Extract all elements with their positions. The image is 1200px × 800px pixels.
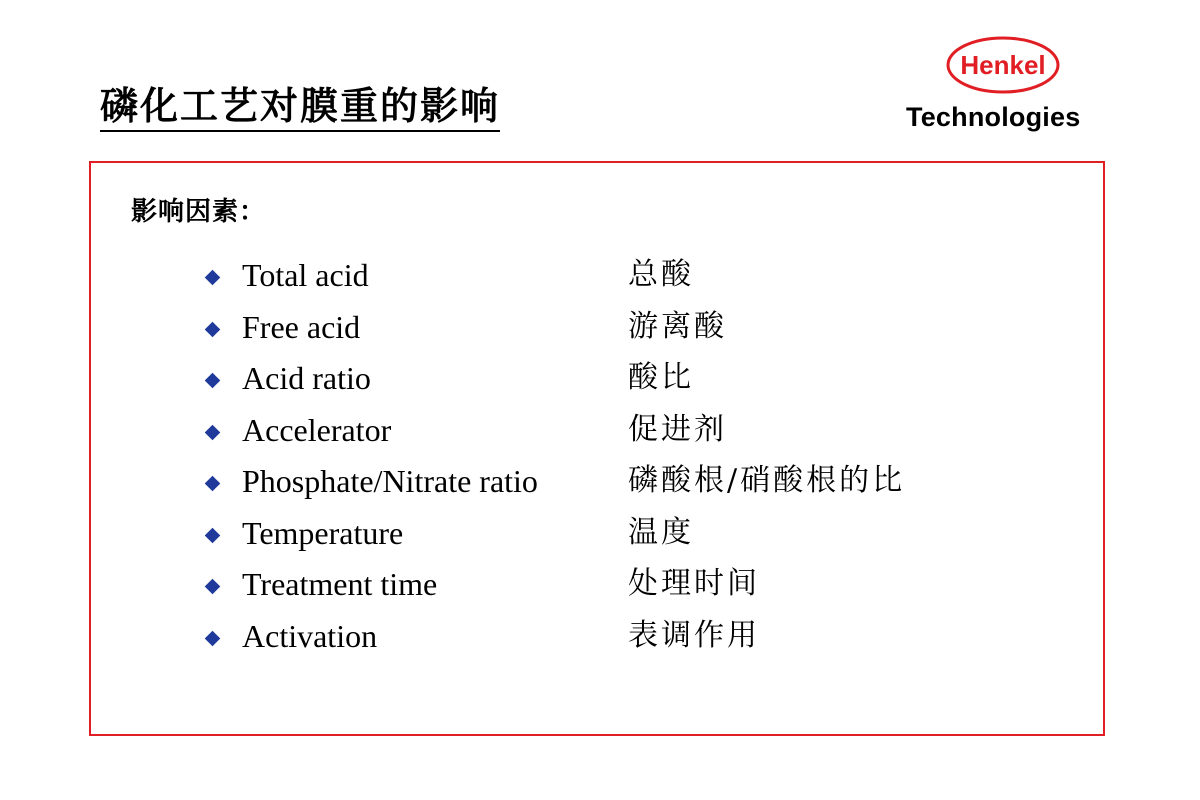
slide-title: 磷化工艺对膜重的影响 <box>100 86 500 132</box>
factor-item <box>91 514 1103 566</box>
factor-chinese-label: 总酸 <box>628 257 694 292</box>
diamond-bullet-icon <box>205 476 221 492</box>
factor-item <box>91 256 1103 308</box>
diamond-bullet-icon <box>205 270 221 286</box>
diamond-bullet-icon <box>205 424 221 440</box>
henkel-oval-icon <box>946 36 1060 94</box>
factor-chinese-label: 促进剂 <box>628 411 727 447</box>
diamond-bullet-icon <box>205 321 221 337</box>
factor-chinese-label: 游离酸 <box>628 308 727 344</box>
factor-chinese-label: 表调作用 <box>628 617 760 653</box>
factor-item <box>91 308 1103 360</box>
henkel-logo <box>900 36 1110 146</box>
factor-item <box>91 359 1103 411</box>
logo-brand-text: Henkel <box>960 50 1046 80</box>
factor-item <box>91 617 1103 669</box>
factors-heading: 影响因素： <box>131 197 267 227</box>
factor-chinese-label: 酸比 <box>628 360 694 395</box>
factor-english-label: Phosphate/Nitrate ratio <box>242 463 538 499</box>
factor-chinese-label: 磷酸根/硝酸根的比 <box>628 463 906 498</box>
factor-english-label: Total acid <box>242 257 369 293</box>
factor-chinese-label: 温度 <box>628 514 694 550</box>
diamond-bullet-icon <box>205 630 221 646</box>
factor-english-label: Activation <box>242 617 378 654</box>
diamond-bullet-icon <box>205 527 221 543</box>
factor-english-label: Temperature <box>242 514 404 551</box>
content-box <box>89 161 1105 736</box>
factor-english-label: Acid ratio <box>242 360 371 396</box>
logo-subtitle: Technologies <box>906 102 1081 132</box>
factor-item <box>91 565 1103 617</box>
factor-chinese-label: 处理时间 <box>628 566 760 601</box>
factor-list <box>91 256 1103 668</box>
diamond-bullet-icon <box>205 373 221 389</box>
factor-english-label: Treatment time <box>242 566 438 602</box>
factor-english-label: Free acid <box>242 308 361 345</box>
factor-item <box>91 411 1103 463</box>
factor-item <box>91 462 1103 514</box>
diamond-bullet-icon <box>205 579 221 595</box>
factor-english-label: Accelerator <box>242 411 392 448</box>
